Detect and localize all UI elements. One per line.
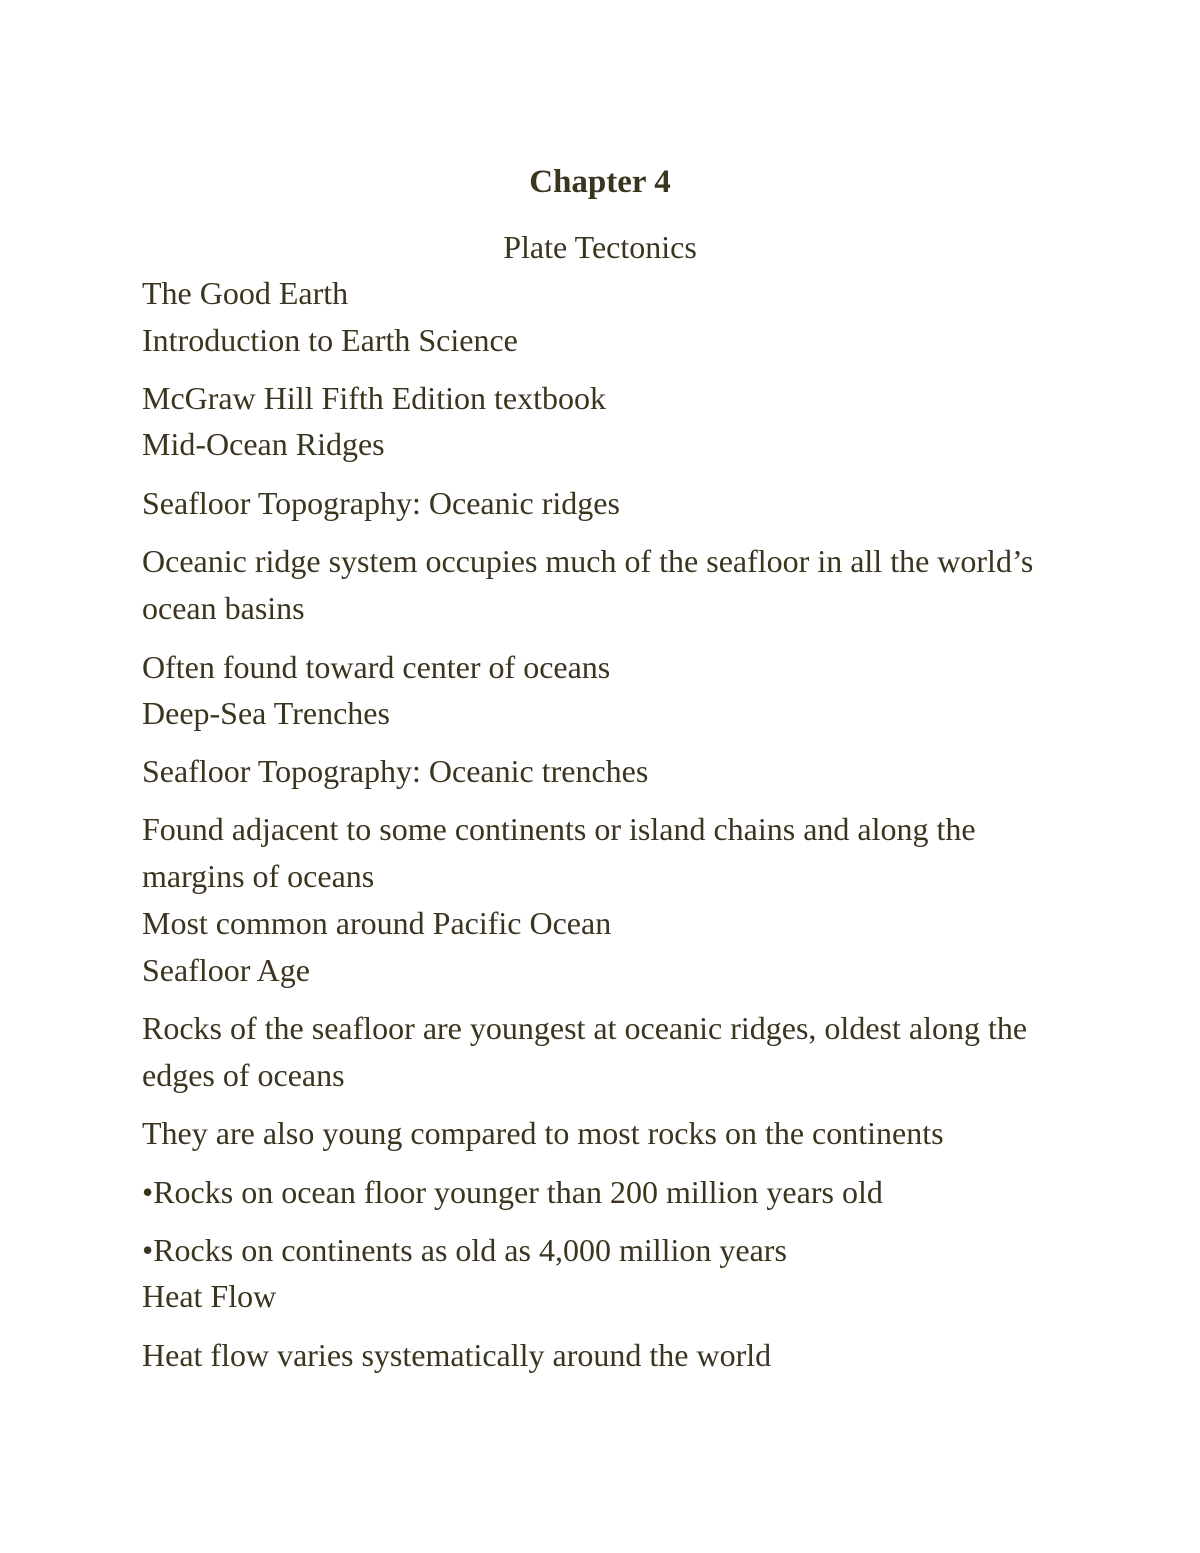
young-rocks-line: They are also young compared to most rocks on the continents [142, 1115, 944, 1151]
section-heading-ridges: Mid-Ocean Ridges [142, 426, 385, 462]
section-heading-heat-flow: Heat Flow [142, 1278, 277, 1314]
trench-location-paragraph: Found adjacent to some continents or island chains and along the margins of oceans [142, 811, 976, 894]
section-heading-seafloor-age: Seafloor Age [142, 952, 310, 988]
heat-flow-line: Heat flow varies systematically around the world [142, 1337, 772, 1373]
textbook-line: McGraw Hill Fifth Edition textbook [142, 380, 606, 416]
topography-ridges-line: Seafloor Topography: Oceanic ridges [142, 485, 620, 521]
topography-trenches-line: Seafloor Topography: Oceanic trenches [142, 753, 649, 789]
seafloor-age-paragraph: Rocks of the seafloor are youngest at oceanic ridges, oldest along the edges of oceans [142, 1010, 1028, 1093]
bullet-continents: •Rocks on continents as old as 4,000 million years [142, 1232, 787, 1268]
bullet-ocean-floor: •Rocks on ocean floor younger than 200 million years old [142, 1174, 883, 1210]
pacific-line: Most common around Pacific Ocean [142, 905, 612, 941]
chapter-subtitle: Plate Tectonics [503, 229, 697, 265]
course-line: Introduction to Earth Science [142, 322, 518, 358]
ridge-system-paragraph: Oceanic ridge system occupies much of the seafloor in all the world’s ocean basins [142, 543, 1034, 626]
section-heading-trenches: Deep-Sea Trenches [142, 695, 390, 731]
book-title-line: The Good Earth [142, 275, 349, 311]
chapter-title: Chapter 4 [529, 164, 671, 200]
ridge-location-line: Often found toward center of oceans [142, 649, 611, 685]
